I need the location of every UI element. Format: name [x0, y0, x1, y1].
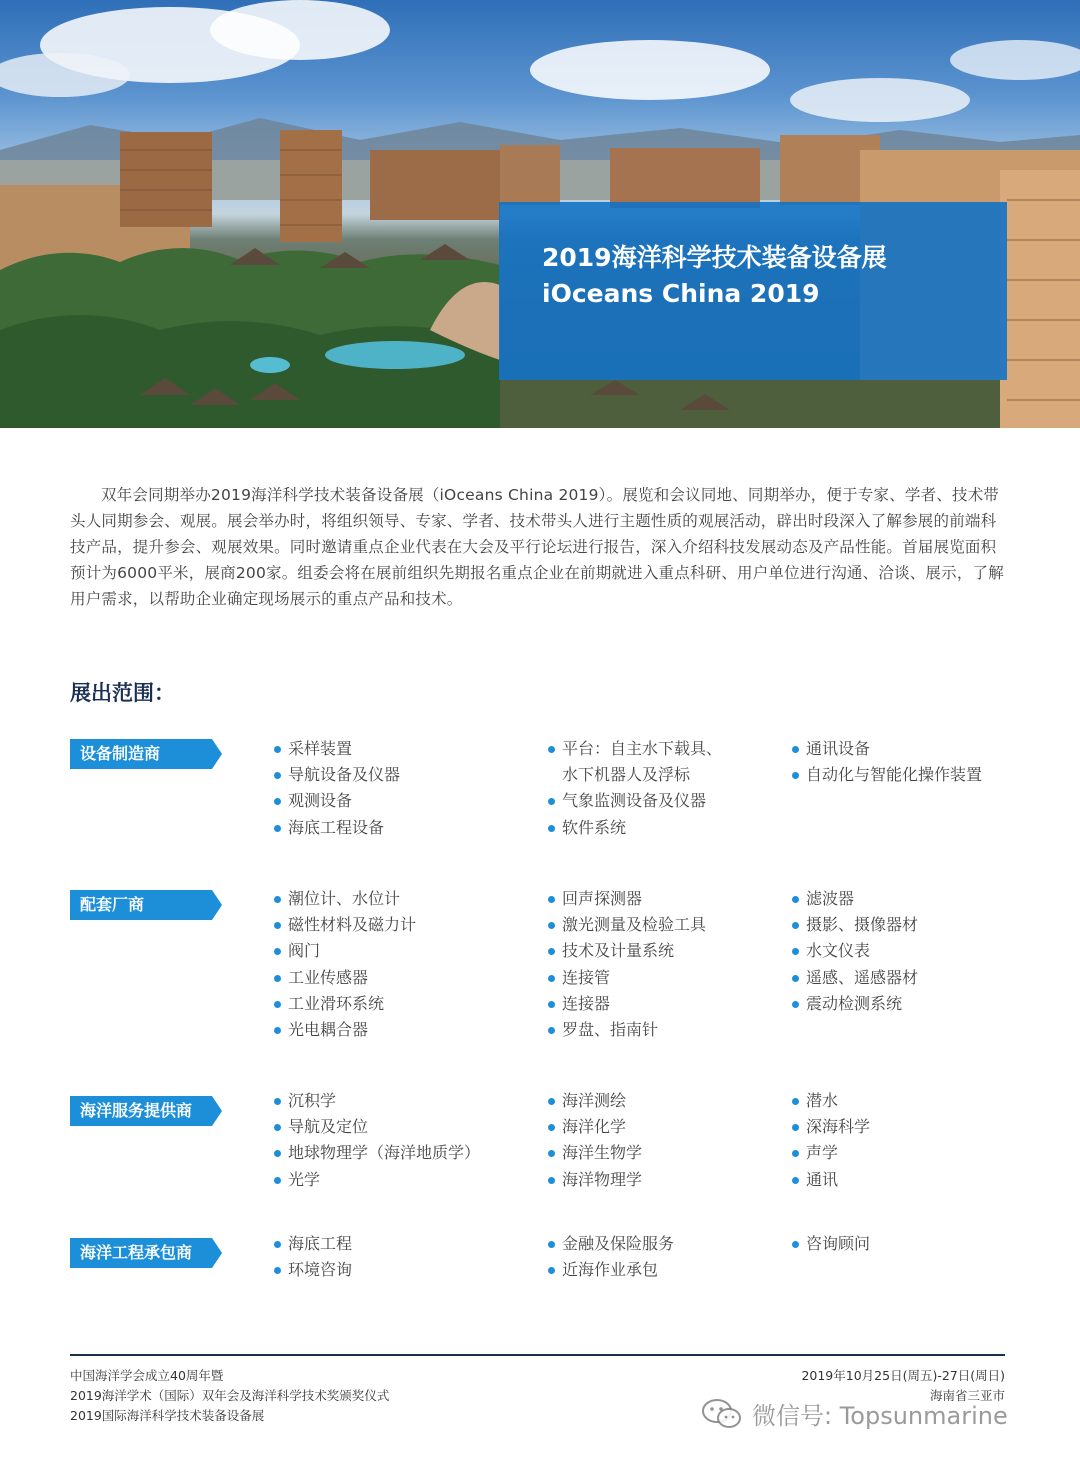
bullet-icon: [548, 1267, 555, 1274]
bullet-icon: [792, 975, 799, 982]
bullet-icon: [792, 896, 799, 903]
bullet-icon: [274, 1150, 281, 1157]
bullet-icon: [548, 922, 555, 929]
category-4-column-2: [545, 1231, 785, 1283]
category-1-column-3: [789, 736, 1029, 788]
list-item: 回声探测器: [545, 886, 785, 912]
list-item: 声学: [789, 1140, 1029, 1166]
list-item: 阀门: [271, 938, 511, 964]
bullet-icon: [548, 746, 555, 753]
list-item: 地球物理学（海洋地质学）: [271, 1140, 511, 1166]
bullet-icon: [792, 948, 799, 955]
category-tag-equipment-manufacturer: [70, 739, 223, 769]
bullet-icon: [792, 746, 799, 753]
list-item: 观测设备: [271, 788, 511, 814]
category-2-column-1: [271, 886, 511, 1043]
list-item: 连接器: [545, 991, 785, 1017]
list-item: 技术及计量系统: [545, 938, 785, 964]
bullet-icon: [274, 1267, 281, 1274]
category-1-column-2: [545, 736, 785, 841]
bullet-icon: [548, 1098, 555, 1105]
bullet-icon: [274, 1124, 281, 1131]
bullet-icon: [792, 1150, 799, 1157]
bullet-icon: [548, 896, 555, 903]
category-tag-supplier: [70, 890, 223, 920]
list-item: 罗盘、指南针: [545, 1017, 785, 1043]
wechat-watermark: [700, 1396, 1008, 1431]
list-item: 金融及保险服务: [545, 1231, 785, 1257]
list-item: 海洋测绘: [545, 1088, 785, 1114]
footer-divider: [70, 1354, 1005, 1356]
category-label: 海洋服务提供商: [80, 1101, 193, 1120]
bullet-icon: [792, 922, 799, 929]
bullet-icon: [792, 1001, 799, 1008]
bullet-icon: [548, 1124, 555, 1131]
bullet-icon: [274, 1177, 281, 1184]
list-item: 气象监测设备及仪器: [545, 788, 785, 814]
list-item: 摄影、摄像器材: [789, 912, 1029, 938]
list-item: 导航及定位: [271, 1114, 511, 1140]
list-item: 自动化与智能化操作装置: [789, 762, 1029, 788]
hero-title-en: iOceans China 2019: [542, 279, 820, 308]
list-item: 沉积学: [271, 1088, 511, 1114]
list-item: 潜水: [789, 1088, 1029, 1114]
category-tag-marine-service-provider: [70, 1096, 223, 1126]
hero-title-cn: 2019海洋科学技术装备设备展: [542, 243, 887, 272]
bullet-icon: [548, 1001, 555, 1008]
list-item: 海底工程设备: [271, 815, 511, 841]
bullet-icon: [274, 772, 281, 779]
list-item: 震动检测系统: [789, 991, 1029, 1017]
bullet-icon: [792, 772, 799, 779]
wechat-icon: [700, 1397, 744, 1431]
category-1-column-1: [271, 736, 511, 841]
bullet-icon: [548, 825, 555, 832]
bullet-icon: [548, 975, 555, 982]
category-label: 配套厂商: [80, 895, 145, 914]
list-item: 近海作业承包: [545, 1257, 785, 1283]
bullet-icon: [274, 975, 281, 982]
bullet-icon: [548, 1150, 555, 1157]
list-item: 咨询顾问: [789, 1231, 1029, 1257]
list-item: 磁性材料及磁力计: [271, 912, 511, 938]
bullet-icon: [548, 1241, 555, 1248]
section-title: 展出范围：: [70, 681, 175, 705]
category-2-column-3: [789, 886, 1029, 1017]
list-item: 通讯设备: [789, 736, 1029, 762]
bullet-icon: [274, 896, 281, 903]
bullet-icon: [548, 1177, 555, 1184]
footer-date: 2019年10月25日(周五)-27日(周日): [801, 1368, 1005, 1383]
list-item-continuation: 水下机器人及浮标: [562, 765, 691, 785]
category-3-column-1: [271, 1088, 511, 1193]
list-item: 环境咨询: [271, 1257, 511, 1283]
bullet-icon: [274, 746, 281, 753]
category-3-column-3: [789, 1088, 1029, 1193]
category-2-column-2: [545, 886, 785, 1043]
category-3-column-2: [545, 1088, 785, 1193]
list-item: 软件系统: [545, 815, 785, 841]
bullet-icon: [274, 798, 281, 805]
list-item: 采样装置: [271, 736, 511, 762]
list-item: 海底工程: [271, 1231, 511, 1257]
bullet-icon: [274, 948, 281, 955]
bullet-icon: [792, 1098, 799, 1105]
bullet-icon: [274, 1001, 281, 1008]
watermark-text: 微信号: Topsunmarine: [752, 1402, 1008, 1430]
list-item: 光学: [271, 1167, 511, 1193]
hero-banner: [0, 0, 1080, 428]
list-item: 海洋化学: [545, 1114, 785, 1140]
bullet-icon: [274, 1241, 281, 1248]
category-4-column-1: [271, 1231, 511, 1283]
bullet-icon: [792, 1177, 799, 1184]
bullet-icon: [548, 948, 555, 955]
footer-left-line-3: 2019国际海洋科学技术装备设备展: [70, 1408, 265, 1423]
list-item: 光电耦合器: [271, 1017, 511, 1043]
list-item: 深海科学: [789, 1114, 1029, 1140]
list-item: 海洋生物学: [545, 1140, 785, 1166]
footer-event-names: [70, 1366, 389, 1426]
intro-paragraph: 双年会同期举办2019海洋科学技术装备设备展（iOceans China 2019）。展览和会议同地、同期举办，便于专家、学者、技术带头人同期参会、观展。展会举办时，将组织领导、专家、学者、技术带头人进行主题性质的观展活动，辟出时段深入了解参展的前端科技产品，提升参会、观展效果。同时邀请重点企业代表在大会及平行论坛进行报告，深入介绍科技发展动态及产品性能。首届展览面积预计为6000平米，展商200家。组委会将在展前组织先期报名重点企业在前期就进入重点科研、用户单位进行沟通、洽谈、展示，了解用户需求，以帮助企业确定现场展示的重点产品和技术。: [70, 486, 1004, 608]
bullet-icon: [548, 798, 555, 805]
bullet-icon: [274, 1027, 281, 1034]
list-item: 工业滑环系统: [271, 991, 511, 1017]
list-item: 导航设备及仪器: [271, 762, 511, 788]
list-item: 滤波器: [789, 886, 1029, 912]
footer-location: 海南省三亚市: [929, 1388, 1005, 1403]
list-item: 海洋物理学: [545, 1167, 785, 1193]
list-item: 遥感、遥感器材: [789, 965, 1029, 991]
bullet-icon: [274, 922, 281, 929]
category-4-column-3: [789, 1231, 1029, 1257]
list-item: 激光测量及检验工具: [545, 912, 785, 938]
bullet-icon: [792, 1124, 799, 1131]
list-item: 水文仪表: [789, 938, 1029, 964]
bullet-icon: [792, 1241, 799, 1248]
list-item: 连接管: [545, 965, 785, 991]
category-tag-marine-engineering-contractor: [70, 1238, 223, 1268]
hero-title-box: [499, 202, 1007, 380]
bullet-icon: [548, 1027, 555, 1034]
footer-left-line-2: 2019海洋学术（国际）双年会及海洋科学技术奖颁奖仪式: [70, 1388, 390, 1403]
list-item: 平台：自主水下载具、: [545, 736, 785, 762]
bullet-icon: [274, 825, 281, 832]
category-label: 海洋工程承包商: [80, 1243, 193, 1262]
list-item: 工业传感器: [271, 965, 511, 991]
bullet-icon: [274, 1098, 281, 1105]
list-item: 通讯: [789, 1167, 1029, 1193]
list-item: 潮位计、水位计: [271, 886, 511, 912]
footer-left-line-1: 中国海洋学会成立40周年暨: [70, 1368, 224, 1383]
category-label: 设备制造商: [80, 744, 161, 763]
